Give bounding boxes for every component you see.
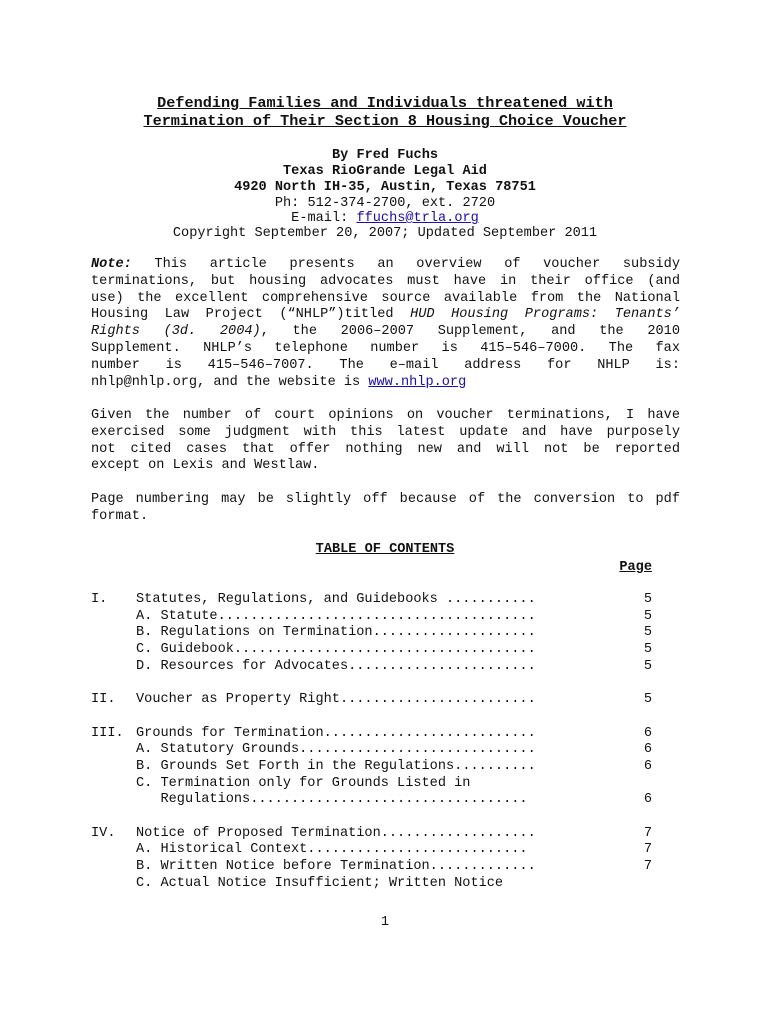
court-opinions-paragraph: [91, 408, 680, 475]
toc-entry[interactable]: B. Grounds Set Forth in the Regulations.......... 6: [136, 758, 652, 774]
para2-line-1: Given the number of court opinions on voucher terminations, I have: [91, 408, 680, 423]
toc-entry[interactable]: I. Statutes, Regulations, and Guidebooks ........... 5: [91, 592, 652, 607]
toc-entry[interactable]: C. Actual Notice Insufficient; Written Notice: [136, 875, 504, 891]
para2-line-3: not cited cases that offer nothing new and will not be reported: [91, 441, 680, 457]
note-line-7: number is 415–546–7007. The e–mail address for NHLP is:: [91, 357, 680, 373]
note-line-6: Supplement. NHLP’s telephone number is 415–546–7000. The fax: [91, 340, 680, 356]
toc-entry[interactable]: A. Historical Context........................... 7: [136, 842, 652, 858]
toc-entry[interactable]: C. Termination only for Grounds Listed in: [136, 775, 471, 791]
author-organization: Texas RioGrande Legal Aid: [283, 164, 487, 179]
author-phone: Ph: 512-374-2700, ext. 2720: [274, 196, 496, 211]
table-of-contents: [91, 592, 691, 892]
toc-spacer: [91, 709, 691, 726]
email-link[interactable]: ffuchs@trla.org: [356, 211, 479, 226]
document-title: [0, 94, 770, 130]
para2-line-2: exercised some judgment with this latest update and have purposely: [91, 424, 680, 440]
para2-line-4: except on Lexis and Westlaw.: [91, 458, 320, 474]
toc-spacer: [91, 675, 691, 692]
toc-page-heading: Page: [619, 560, 652, 575]
title-line-2: Termination of Their Section 8 Housing Choice Voucher: [143, 112, 627, 130]
note-line-4: Housing Law Project (“NHLP”)titled HUD Housing Programs: Tenants’: [91, 307, 680, 323]
toc-entry[interactable]: B. Regulations on Termination.................... 5: [136, 625, 652, 641]
publication-title-1: HUD Housing Programs: Tenants’: [410, 307, 680, 323]
toc-entry[interactable]: C. Guidebook..................................... 5: [136, 642, 652, 658]
note-line-1: Note: This article presents an overview of voucher subsidy: [91, 257, 680, 272]
title-line-1: Defending Families and Individuals threatened with: [157, 94, 613, 112]
note-line-5: Rights (3d. 2004), the 2006–2007 Supplement, and the 2010: [91, 324, 680, 340]
toc-entry[interactable]: Regulations.................................. 6: [136, 792, 652, 808]
toc-entry[interactable]: IV. Notice of Proposed Termination................... 7: [91, 825, 652, 841]
toc-entry[interactable]: A. Statutory Grounds............................. 6: [136, 742, 652, 758]
toc-entry[interactable]: III. Grounds for Termination.......................... 6: [91, 725, 652, 741]
toc-entry[interactable]: II. Voucher as Property Right........................ 5: [91, 692, 652, 708]
email-label: E-mail:: [291, 211, 357, 226]
para3-line-2: format.: [91, 508, 149, 524]
toc-entry[interactable]: D. Resources for Advocates....................... 5: [136, 658, 652, 674]
author-name: By Fred Fuchs: [331, 148, 439, 163]
page-number: 1: [380, 915, 390, 930]
note-line-2: terminations, but housing advocates must have in their office (and: [91, 273, 680, 289]
note-paragraph: [91, 257, 680, 391]
author-address: 4920 North IH-35, Austin, Texas 78751: [234, 180, 536, 195]
toc-entry[interactable]: B. Written Notice before Termination............. 7: [136, 859, 652, 874]
author-email-line: [0, 211, 770, 227]
toc-entry[interactable]: A. Statute....................................... 5: [136, 608, 652, 624]
copyright-line: Copyright September 20, 2007; Updated September 2011: [172, 226, 598, 241]
note-label: Note:: [91, 257, 132, 272]
para3-line-1: Page numbering may be slightly off because of the conversion to pdf: [91, 492, 680, 507]
website-link[interactable]: www.nhlp.org: [368, 374, 467, 390]
toc-heading: TABLE OF CONTENTS: [315, 542, 455, 557]
page-numbering-paragraph: [91, 492, 680, 526]
publication-title-2: Rights (3d. 2004): [91, 324, 261, 340]
toc-spacer: [91, 809, 691, 826]
note-line-3: use) the excellent comprehensive source available from the National: [91, 290, 680, 306]
note-line-8: nhlp@nhlp.org, and the website is www.nhlp.org: [91, 374, 467, 390]
